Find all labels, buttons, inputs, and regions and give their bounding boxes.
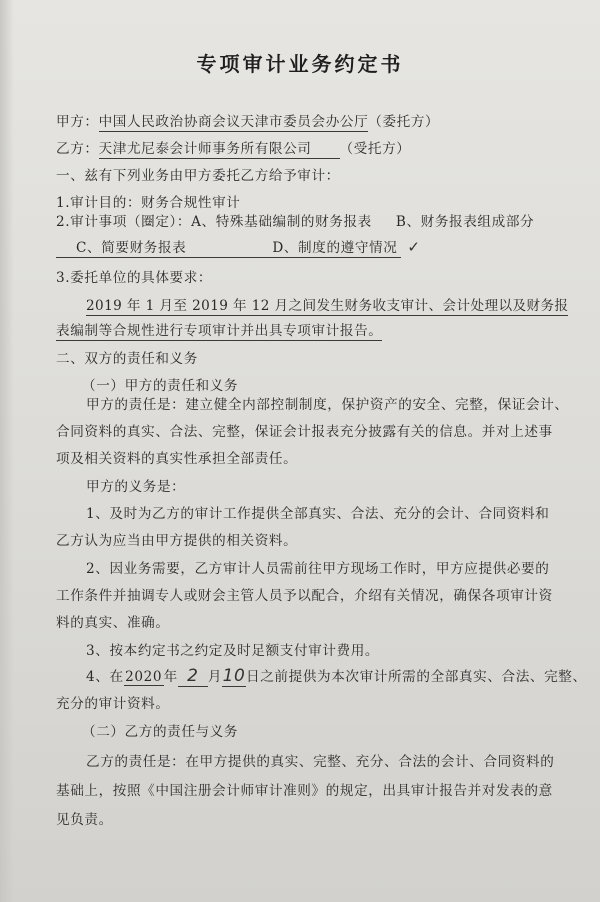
- b-resp-line-2: 基础上，按照《中国注册会计师审计准则》的规定，出具审计报告并对发表的意: [56, 783, 553, 799]
- a-duty-4-line-2: 充分的审计资料。: [56, 696, 170, 712]
- audit-purpose-row: [56, 191, 241, 211]
- b-resp-line-1: 乙方的责任是：在甲方提供的真实、完整、充分、合法的会计、合同资料的: [86, 754, 555, 770]
- audit-items-row: [56, 210, 534, 230]
- a-duty-1-line-2: 乙方认为应当由甲方提供的相关资料。: [56, 533, 298, 549]
- audit-option-b: B、财务报表组成部分: [395, 214, 535, 230]
- section-1-heading: 一、兹有下列业务由甲方委托乙方给予审计：: [56, 168, 340, 184]
- requirement-line-1: 2019 年 1 月至 2019 年 12 月之间发生财务收支审计、会计处理以及财务报: [86, 294, 568, 316]
- audit-items-label: 2.审计事项（圈定）：: [56, 214, 192, 230]
- audit-items-row-2: [56, 236, 421, 258]
- requirement-line-2: 表编制等合规性进行专项审计并出具专项审计报告。: [56, 319, 382, 341]
- a-duty-2-line-3: 料的真实、准确。: [56, 615, 170, 631]
- a-resp-line-3: 项及相关资料的真实性承担全部责任。: [56, 451, 298, 467]
- audit-option-a: A、特殊基础编制的财务报表: [191, 214, 372, 230]
- party-b-role: （受托方）: [339, 141, 411, 157]
- a-duty-4-line-1: 4、在 2020 年 2 月10日之前提供为本次审计所需的全部真实、合法、完整、: [86, 666, 587, 686]
- party-b-name: 天津尤尼泰会计师事务所有限公司: [99, 137, 340, 159]
- deadline-day: 10: [222, 666, 246, 686]
- a-duty-2-line-1: 2、因业务需要，乙方审计人员需前往甲方现场工作时，甲方应提供必要的: [86, 561, 550, 577]
- party-a-label: 甲方：: [56, 114, 99, 130]
- a-duty-3: 3、按本约定书之约定及时足额支付审计费用。: [86, 643, 380, 659]
- sub-heading-party-b: （二）乙方的责任与义务: [82, 724, 239, 740]
- a-duty-label: 甲方的义务是：: [86, 479, 186, 495]
- check-mark-icon: ✓: [407, 238, 421, 256]
- document-title: 专项审计业务约定书: [196, 52, 404, 76]
- party-a-name: 中国人民政治协商会议天津市委员会办公厅: [99, 110, 369, 132]
- section-2-heading: 二、双方的责任和义务: [56, 351, 198, 367]
- client-requirements-label: 3.委托单位的具体要求：: [56, 270, 213, 286]
- party-b-row: [56, 137, 410, 159]
- party-a-row: [56, 110, 439, 132]
- b-resp-line-3: 见负责。: [56, 812, 113, 828]
- party-b-label: 乙方：: [56, 141, 99, 157]
- deadline-year: 2020: [125, 669, 163, 685]
- audit-purpose-value: 财务合规性审计: [141, 195, 241, 211]
- audit-option-d: D、制度的遵守情况: [272, 236, 401, 258]
- audit-option-c: C、简要财务报表: [56, 236, 272, 258]
- a-duty-1-line-1: 1、及时为乙方的审计工作提供全部真实、合法、充分的会计、合同资料和: [86, 506, 550, 522]
- sub-heading-party-a: （一）甲方的责任和义务: [82, 378, 239, 394]
- a-resp-line-1: 甲方的责任是：建立健全内部控制制度，保护资产的安全、完整，保证会计、: [86, 397, 569, 413]
- party-a-role: （委托方）: [368, 114, 440, 130]
- a-duty-2-line-2: 工作条件并抽调专人或财会主管人员予以配合，介绍有关情况，确保各项审计资: [56, 588, 553, 604]
- a-resp-line-2: 合同资料的真实、合法、完整，保证会计报表充分披露有关的信息。并对上述事: [56, 424, 553, 440]
- audit-purpose-label: 1.审计目的：: [56, 195, 142, 211]
- deadline-month: 2: [178, 666, 208, 687]
